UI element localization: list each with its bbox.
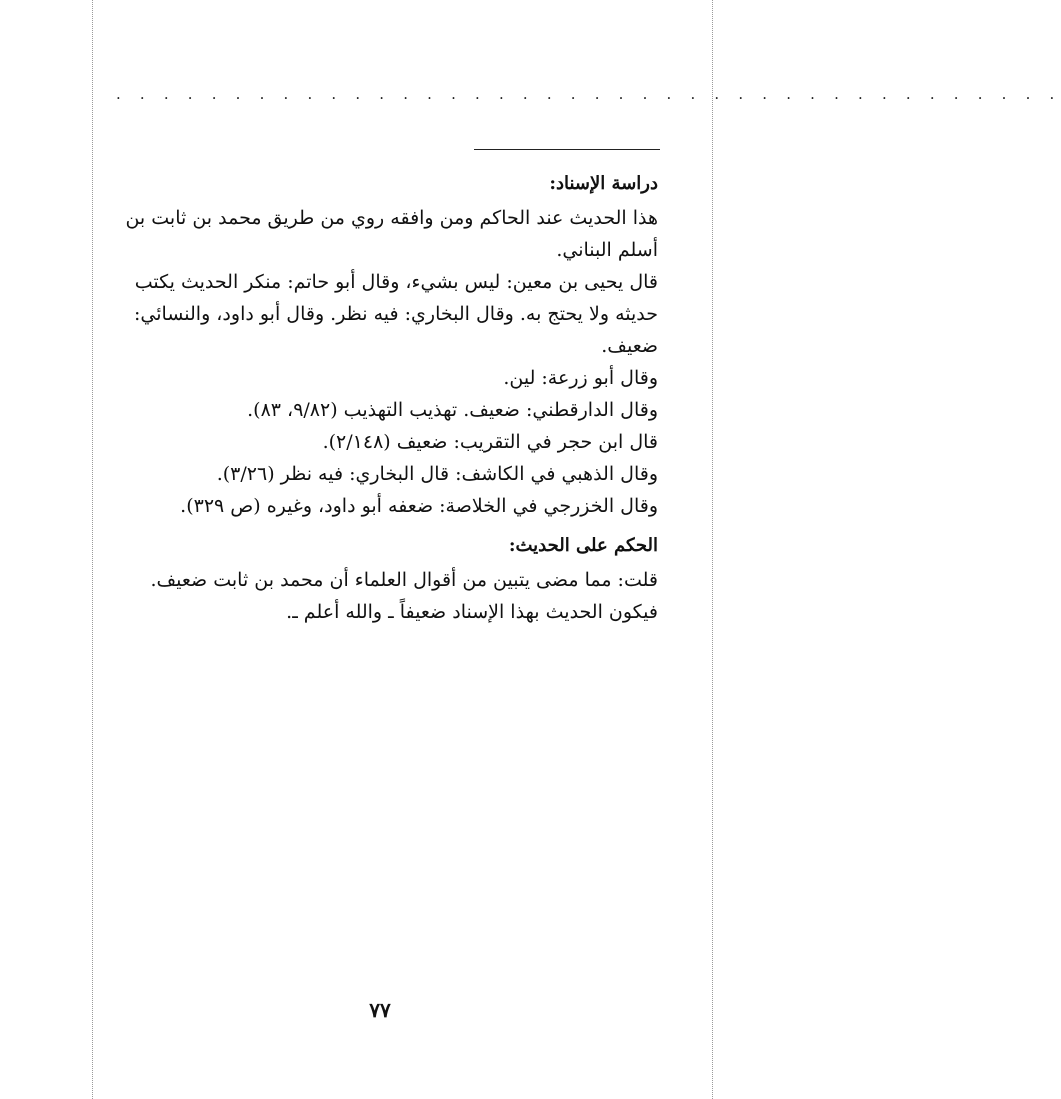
study-paragraph: قال ابن حجر في التقريب: ضعيف (٢/١٤٨). bbox=[322, 431, 658, 453]
dotted-separator: · · · · · · · · · · · · · · · · · · · · · · · · · · · · · · · · · · · · · · · · bbox=[116, 89, 1061, 107]
study-heading: دراسة الإسناد: bbox=[549, 173, 658, 194]
ruling-heading: الحكم على الحديث: bbox=[508, 535, 658, 556]
study-paragraph: وقال أبو زرعة: لين. bbox=[503, 367, 658, 389]
study-paragraph: وقال الدارقطني: ضعيف. تهذيب التهذيب (٩/٨٢، ٨٣). bbox=[247, 399, 658, 421]
page-body bbox=[104, 166, 658, 628]
study-paragraph: وقال الخزرجي في الخلاصة: ضعفه أبو داود، وغيره (ص ٣٢٩). bbox=[180, 495, 658, 517]
ruling-paragraph: قلت: مما مضى يتبين من أقوال العلماء أن محمد بن ثابت ضعيف. فيكون الحديث بهذا الإسناد ضعيفاً ـ والله أعلم ـ. bbox=[150, 569, 658, 623]
study-paragraph: هذا الحديث عند الحاكم ومن وافقه روي من طريق محمد بن ثابت بن أسلم البناني. bbox=[125, 207, 658, 261]
footnote-rule bbox=[474, 149, 660, 150]
left-margin-line bbox=[92, 0, 93, 1099]
study-paragraph: وقال الذهبي في الكاشف: قال البخاري: فيه نظر (٣/٢٦). bbox=[216, 463, 658, 485]
page-number: ٧٧ bbox=[369, 998, 391, 1022]
study-paragraph: قال يحيى بن معين: ليس بشيء، وقال أبو حاتم: منكر الحديث يكتب حديثه ولا يحتج به. وقال البخاري: فيه نظر. وقال أبو داود، والنسائي: ضعيف. bbox=[134, 271, 658, 357]
right-margin-line bbox=[712, 0, 713, 1099]
